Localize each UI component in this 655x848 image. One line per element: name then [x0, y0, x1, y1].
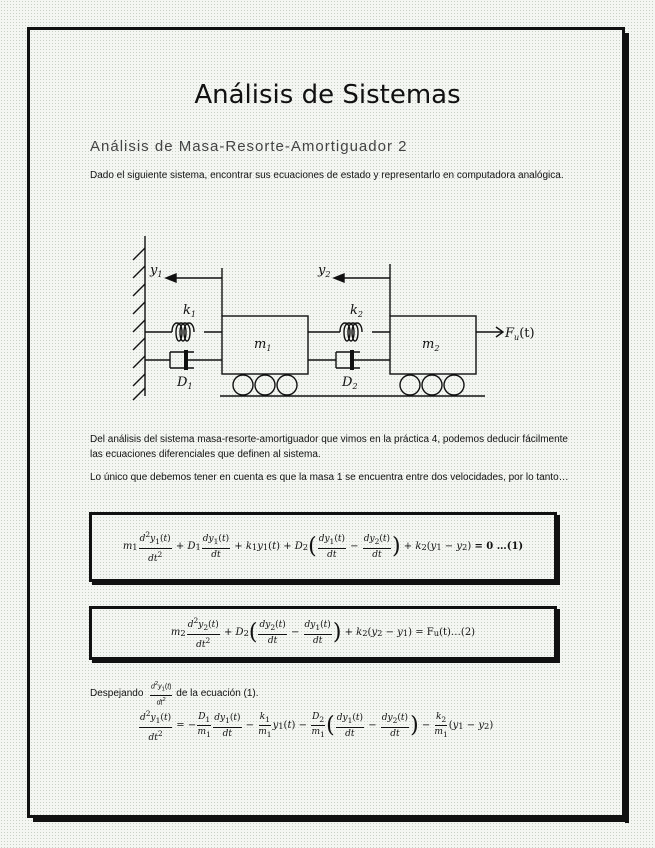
label-y2: $y_2$ — [318, 263, 331, 279]
label-force: $F_u(t)$ — [505, 326, 535, 342]
mass-spring-damper-diagram — [110, 228, 550, 403]
page-shadow-right — [625, 33, 629, 823]
label-k1: $k_1$ — [183, 303, 196, 319]
solve-prefix: Despejando — [90, 688, 144, 700]
label-k2: $k_2$ — [350, 303, 363, 319]
document-subtitle: Análisis de Masa-Resorte-Amortiguador 2 — [90, 138, 408, 155]
solve-line — [90, 680, 259, 707]
equation-1-box — [89, 512, 557, 582]
damper-1 — [145, 350, 222, 370]
intro-paragraph: Dado el siguiente sistema, encontrar sus ecuaciones de estado y representarlo en computadora analógica. — [90, 170, 564, 181]
solve-suffix: de la ecuación (1). — [176, 688, 259, 700]
label-d2: $D_2$ — [342, 375, 358, 391]
equation-3: $\frac{d^2y_1(t)}{dt^2}$ = − $\frac{D_1}{m_1}$ $\frac{dy_1(t)}{dt}$ − $\frac{k_1}{m_1}$ y 1 ( t ) − $\frac{D_2}{m_1}$ ( $\frac{dy_1(t)}{dt}$ − $\frac{dy_2(t)}{dt}$ ) − $\frac{k_2}{m_1}$ ( y 1 − y 2 ) — [140, 709, 494, 743]
spring-1 — [145, 323, 222, 341]
y1-arrowhead — [166, 274, 176, 282]
equation-1: m 1 $\frac{d^2y_1(t)}{dt^2}$ + D 1 $\frac{dy_1(t)}{dt}$ + k 1 y 1 ( t ) + D 2 ( $\frac{dy_1(t)}{dt}$ − $\frac{dy_2(t)}{dt}$ ) + k 2 ( y 1 − y 2 ) = 0 …(1) — [122, 530, 524, 564]
label-m1: $m_1$ — [254, 337, 272, 353]
document-title: Análisis de Sistemas — [194, 80, 461, 110]
page-shadow-bottom — [33, 818, 629, 822]
mass-1-wheels — [233, 375, 297, 395]
equation-2: m 2 $\frac{d^2y_2(t)}{dt^2}$ + D 2 ( $\frac{dy_2(t)}{dt}$ − $\frac{dy_1(t)}{dt}$ ) + k 2 ( y 2 − y 1 ) = F u (t)…(2) — [170, 616, 476, 650]
equation-2-box — [89, 606, 557, 660]
label-m2: $m_2$ — [422, 337, 440, 353]
label-y1: $y_1$ — [150, 263, 163, 279]
wall-hatching — [133, 248, 145, 400]
spring-2 — [308, 323, 390, 341]
y2-arrowhead — [334, 274, 344, 282]
label-d1: $D_1$ — [177, 375, 193, 391]
solve-fraction: $\frac{d^2y_1(t)}{dt^2}$ — [150, 681, 172, 707]
damper-2 — [308, 350, 390, 370]
mass-2-wheels — [400, 375, 464, 395]
note-paragraph: Lo único que debemos tener en cuenta es que la masa 1 se encuentra entre dos velocidades, por lo tanto… — [90, 472, 569, 483]
analysis-paragraph: Del análisis del sistema masa-resorte-amortiguador que vimos en la práctica 4, podemos deducir fácilmente las ecuaciones diferenciales que definen al sistema. — [90, 434, 568, 460]
